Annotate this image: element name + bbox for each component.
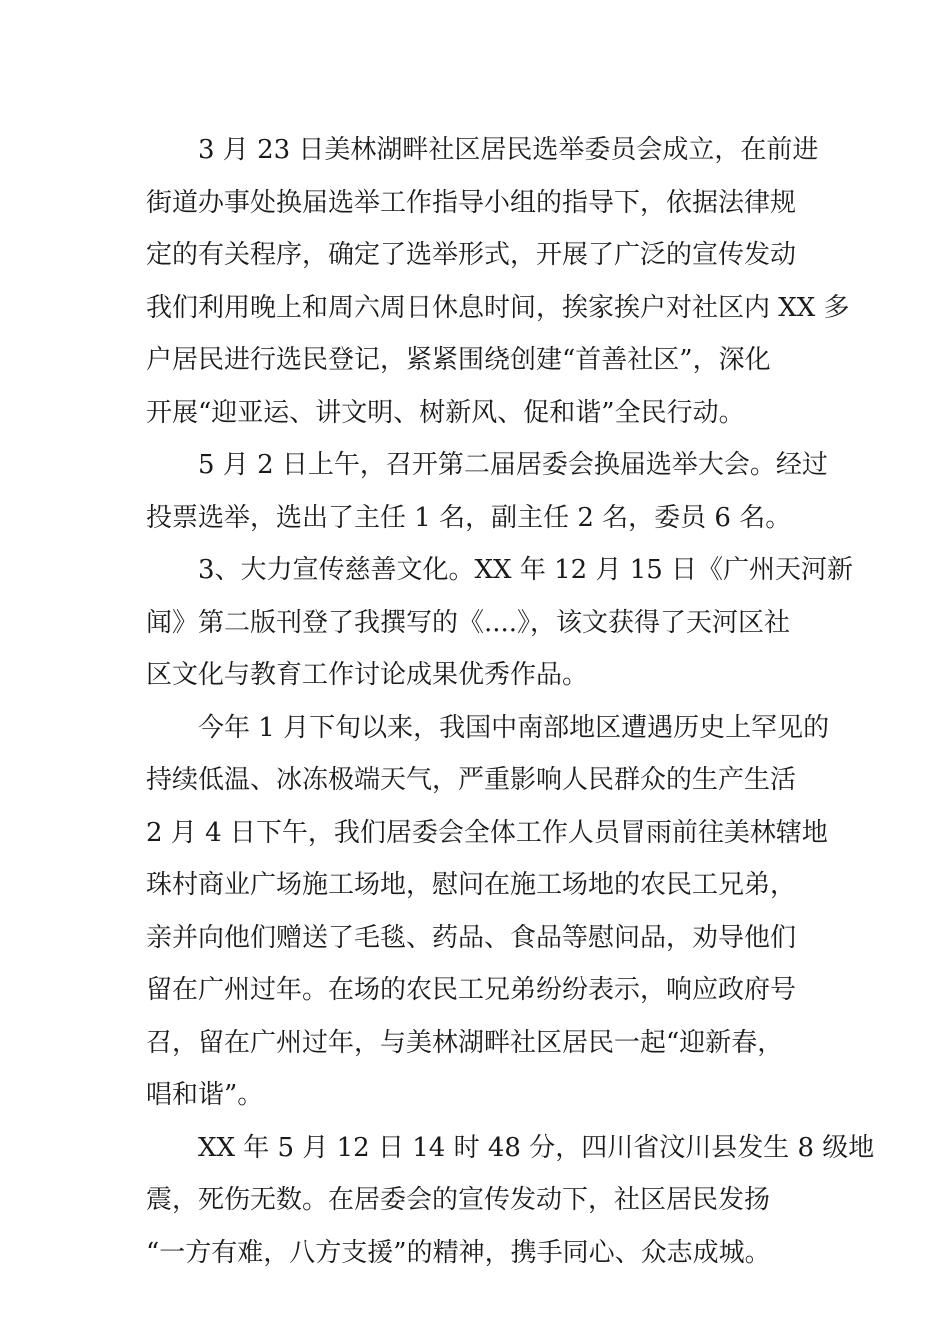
paragraph-charity-culture (146, 544, 854, 702)
text-line: 2 月 4 日下午，我们居委会全体工作人员冒雨前往美林辖地 (146, 817, 828, 848)
text-line: 5 月 2 日上午，召开第二届居委会换届选举大会。经过 (198, 450, 828, 480)
text-line: 今年 1 月下旬以来，我国中南部地区遭遇历史上罕见的 (198, 712, 830, 743)
text-line: 3 月 23 日美林湖畔社区居民选举委员会成立，在前进 (198, 135, 819, 165)
text-line: 持续低温、冰冻极端天气，严重影响人民群众的生产生活 (146, 765, 797, 795)
text-line: 唱和谐”。 (146, 1080, 264, 1110)
paragraph-earthquake-support (146, 1122, 875, 1280)
text-line: 震，死伤无数。在居委会的宣传发动下，社区居民发扬 (146, 1185, 771, 1215)
text-line: 珠村商业广场施工场地，慰问在施工场地的农民工兄弟， (146, 870, 797, 900)
paragraph-winter-relief (146, 702, 830, 1122)
text-line: 闻》第二版刊登了我撰写的《....》，该文获得了天河区社 (146, 607, 791, 638)
text-line: XX 年 5 月 12 日 14 时 48 分，四川省汶川县发生 8 级地 (198, 1132, 875, 1163)
text-line: 区文化与教育工作讨论成果优秀作品。 (146, 660, 589, 690)
text-line: 户居民进行选民登记，紧紧围绕创建“首善社区”，深化 (146, 345, 771, 375)
text-line: 留在广州过年。在场的农民工兄弟纷纷表示，响应政府号 (146, 975, 797, 1005)
text-line: 我们利用晚上和周六周日休息时间，挨家挨户对社区内 XX 多 (146, 292, 850, 323)
text-line: 定的有关程序，确定了选举形式，开展了广泛的宣传发动 (146, 240, 797, 270)
paragraph-election-committee (146, 124, 850, 439)
paragraph-election-meeting (146, 439, 828, 544)
text-line: 投票选举，选出了主任 1 名，副主任 2 名，委员 6 名。 (146, 502, 792, 533)
text-line: “一方有难，八方支援”的精神，携手同心、众志成城。 (146, 1237, 771, 1268)
text-line: 3、大力宣传慈善文化。XX 年 12 月 15 日《广州天河新 (198, 555, 854, 585)
text-line: 街道办事处换届选举工作指导小组的指导下，依据法律规 (146, 187, 797, 218)
document-body (146, 124, 875, 1279)
text-line: 召，留在广州过年，与美林湖畔社区居民一起“迎新春， (146, 1027, 784, 1058)
text-line: 亲并向他们赠送了毛毯、药品、食品等慰问品，劝导他们 (146, 922, 797, 953)
text-line: 开展“迎亚运、讲文明、树新风、促和谐”全民行动。 (146, 397, 745, 428)
